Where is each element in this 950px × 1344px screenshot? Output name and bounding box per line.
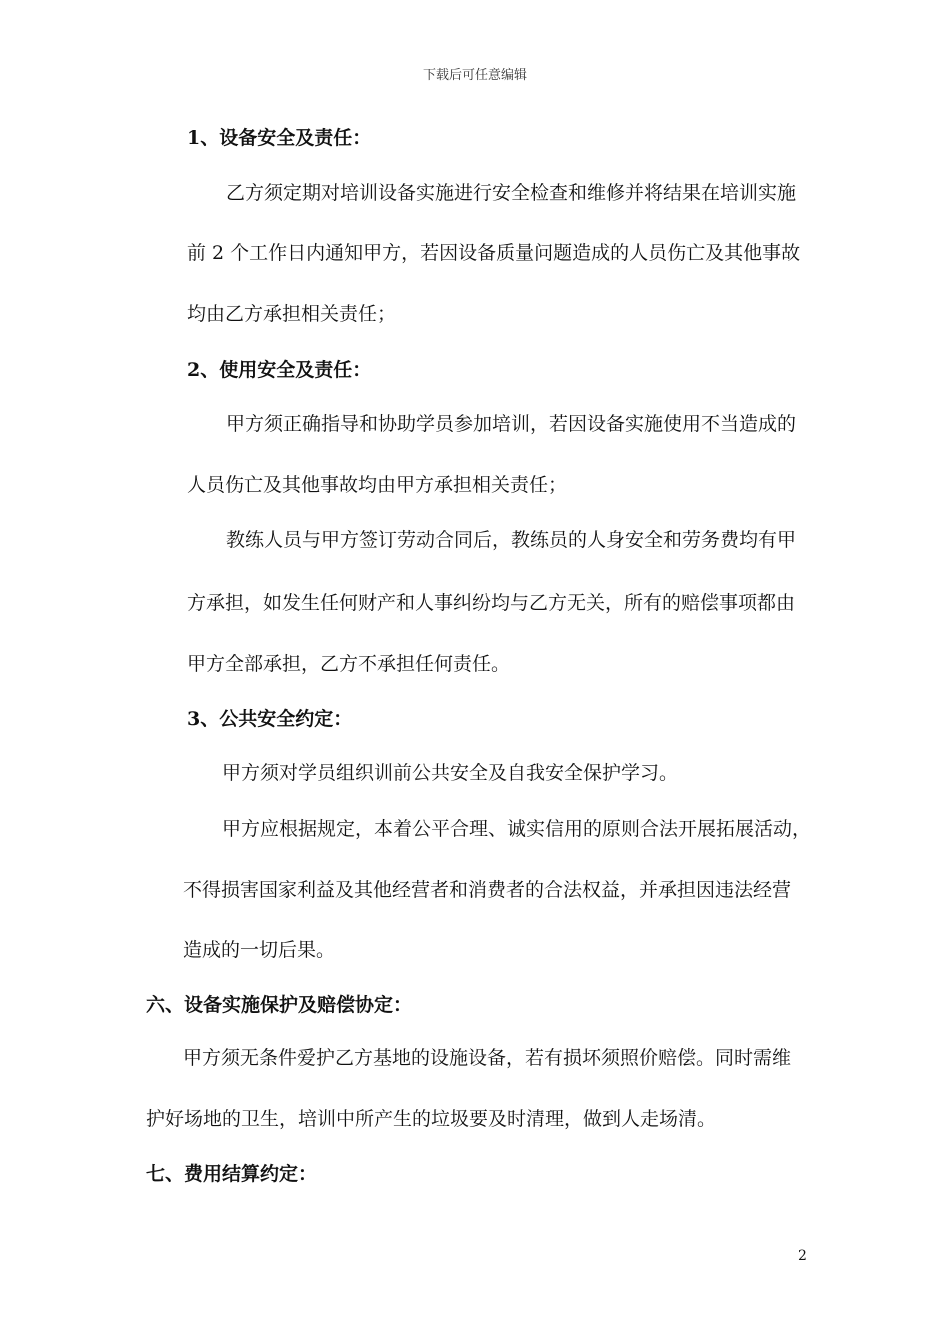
paragraph-line: 乙方须定期对培训设备实施进行安全检查和维修并将结果在培训实施 [226, 182, 797, 204]
paragraph-line: 甲方须正确指导和协助学员参加培训，若因设备实施使用不当造成的 [226, 413, 797, 435]
paragraph-line: 造成的一切后果。 [183, 939, 336, 961]
paragraph-line: 人员伤亡及其他事故均由甲方承担相关责任； [187, 474, 568, 496]
paragraph-line: 护好场地的卫生，培训中所产生的垃圾要及时清理，做到人走场清。 [146, 1108, 717, 1130]
section-heading-public-safety: 3、公共安全约定： [187, 708, 353, 730]
section-heading-equipment-safety: 1、设备安全及责任： [187, 127, 372, 149]
paragraph-line: 方承担，如发生任何财产和人事纠纷均与乙方无关，所有的赔偿事项都由 [187, 592, 796, 614]
paragraph-line: 甲方应根据规定，本着公平合理、诚实信用的原则合法开展拓展活动， [222, 818, 812, 840]
section-heading-usage-safety: 2、使用安全及责任： [187, 359, 372, 381]
paragraph-line: 甲方须对学员组织训前公共安全及自我安全保护学习。 [222, 762, 679, 784]
paragraph-line: 教练人员与甲方签订劳动合同后，教练员的人身安全和劳务费均有甲 [226, 529, 797, 551]
section-heading-six: 六、设备实施保护及赔偿协定： [146, 994, 413, 1016]
page-header: 下载后可任意编辑 [422, 68, 527, 83]
paragraph-line: 均由乙方承担相关责任； [187, 303, 397, 325]
page-number: 2 [798, 1248, 807, 1264]
paragraph-line: 不得损害国家利益及其他经营者和消费者的合法权益，并承担因违法经营 [183, 879, 792, 901]
paragraph-line: 前 2 个工作日内通知甲方，若因设备质量问题造成的人员伤亡及其他事故 [187, 242, 801, 264]
section-heading-seven: 七、费用结算约定： [146, 1163, 318, 1185]
paragraph-line: 甲方全部承担，乙方不承担任何责任。 [187, 653, 511, 675]
paragraph-line: 甲方须无条件爱护乙方基地的设施设备，若有损坏须照价赔偿。同时需维 [183, 1047, 792, 1069]
